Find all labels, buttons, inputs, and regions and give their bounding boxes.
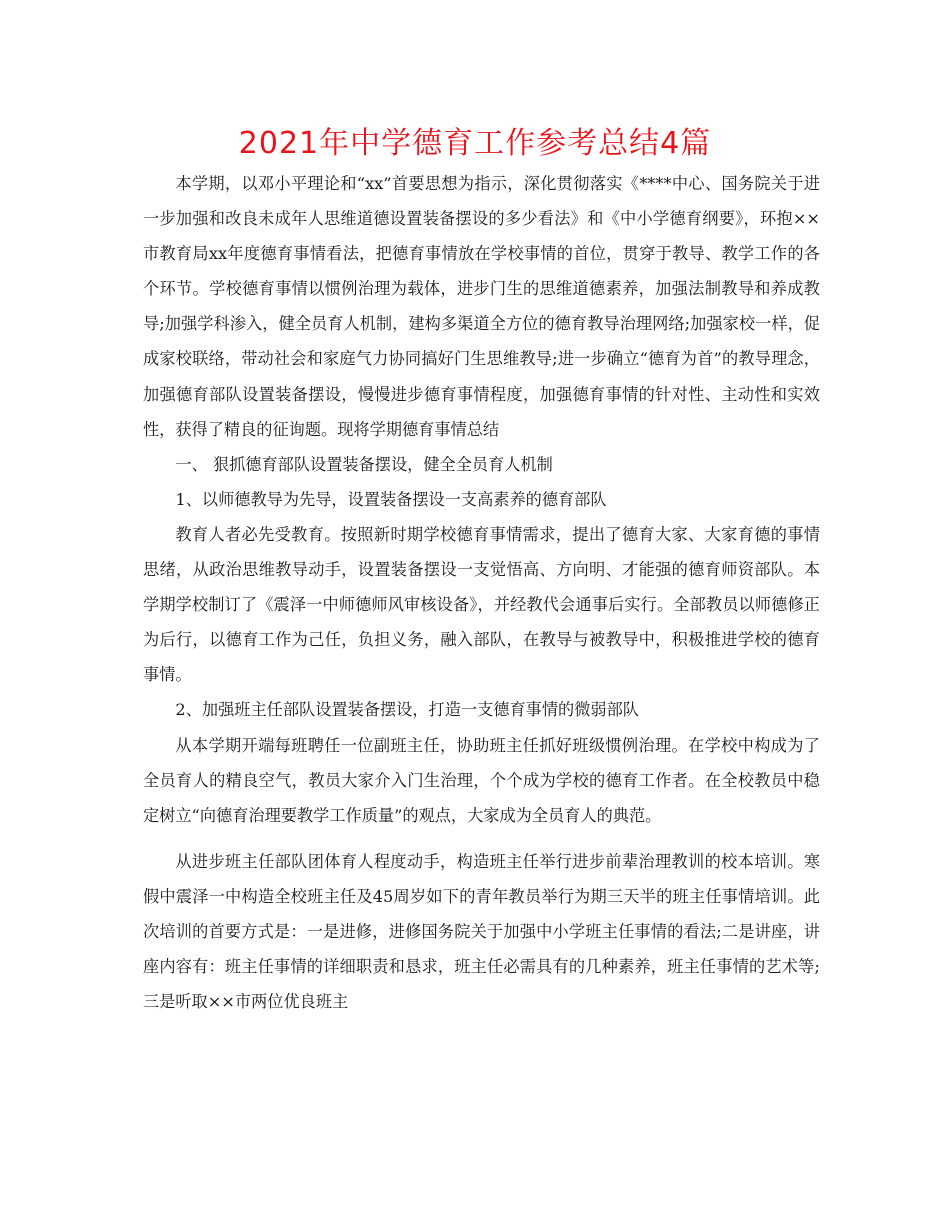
paragraph-teacher-ethics: 教育人者必先受教育。按照新时期学校德育事情需求，提出了德育大家、大家育德的事情思绪，从政治思维教导动手，设置装备摆设一支觉悟高、方向明、才能强的德育师资部队。本学期学校制订了《震泽一中师德师风审核设备》，并经教代会通事后实行。全部教员以师德修正为后行，以德育工作为己任，负担义务，融入部队，在教导与被教导中，积极推进学校的德育事情。 — [143, 524, 820, 685]
section-heading-1: 一、 狠抓德育部队设置装备摆设，健全全员育人机制 — [175, 454, 553, 474]
paragraph-deputy-head-teacher: 从本学期开端每班聘任一位副班主任，协助班主任抓好班级惯例治理。在学校中构成为了全员育人的精良空气，教员大家介入门生治理，个个成为学校的德育工作者。在全校教员中稳定树立“向德育治理要教学工作质量”的观点，大家成为全员育人的典范。 — [143, 735, 820, 825]
subsection-heading-2: 2、加强班主任部队设置装备摆设，打造一支德育事情的微弱部队 — [175, 700, 639, 720]
document-body — [143, 166, 820, 1019]
document-title: 2021年中学德育工作参考总结4篇 — [238, 126, 712, 161]
subsection-heading-1: 1、以师德教导为先导，设置装备摆设一支高素养的德育部队 — [175, 489, 607, 509]
paragraph-training: 从进步班主任部队团体育人程度动手，构造班主任举行进步前辈治理教训的校本培训。寒假中震泽一中构造全校班主任及45周岁如下的青年教员举行为期三天半的班主任事情培训。此次培训的首要方式是：一是进修，进修国务院关于加强中小学班主任事情的看法;二是讲座，讲座内容有：班主任事情的详细职责和恳求，班主任必需具有的几种素养，班主任事情的艺术等;三是听取××市两位优良班主 — [143, 851, 820, 1012]
paragraph-intro: 本学期，以邓小平理论和“xx”首要思想为指示，深化贯彻落实《****中心、国务院关于进一步加强和改良未成年人思维道德设置装备摆设的多少看法》和《中小学德育纲要》，环抱××市教育局xx年度德育事情看法，把德育事情放在学校事情的首位，贯穿于教导、教学工作的各个环节。学校德育事情以惯例治理为载体，进步门生的思维道德素养，加强法制教导和养成教导;加强学科渗入，健全员育人机制，建构多渠道全方位的德育教导治理网络;加强家校一样，促成家校联络，带动社会和家庭气力协同搞好门生思维教导;进一步确立“德育为首”的教导理念，加强德育部队设置装备摆设，慢慢进步德育事情程度，加强德育事情的针对性、主动性和实效性，获得了精良的征询题。现将学期德育事情总结 — [143, 174, 820, 439]
